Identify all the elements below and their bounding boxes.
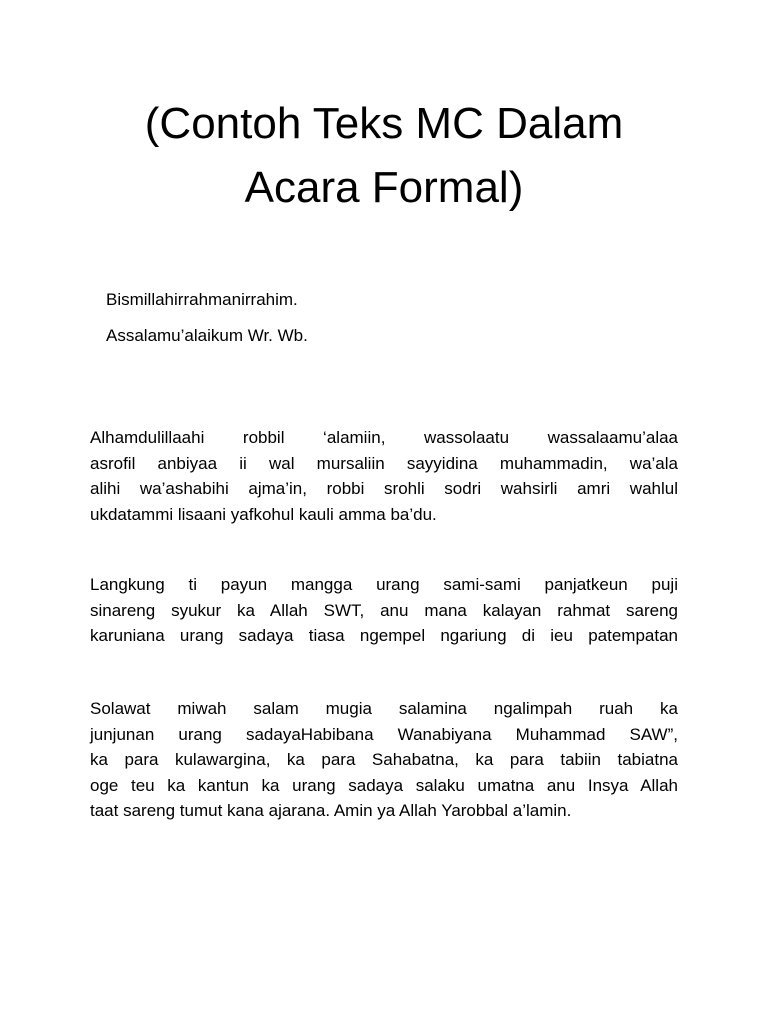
paragraph-line: taat sareng tumut kana ajarana. Amin ya Allah Yarobbal a’lamin. [90, 801, 572, 820]
paragraph-line: Solawat miwah salam mugia salamina ngalimpah ruah ka [90, 699, 678, 718]
paragraph-line: oge teu ka kantun ka urang sadaya salaku umatna anu Insya Allah [90, 775, 678, 795]
paragraph-opening [90, 425, 678, 527]
paragraph-gratitude [90, 572, 678, 649]
page-title [0, 92, 768, 220]
paragraph-line: karuniana urang sadaya tiasa ngempel ngariung di ieu patempatan [90, 626, 678, 645]
greeting-bismillah: Bismillahirrahmanirrahim. [106, 290, 298, 309]
paragraph-line: junjunan urang sadayaHabibana Wanabiyana Muhammad SAW”, [90, 724, 678, 744]
paragraph-line: Langkung ti payun mangga urang sami-sami panjatkeun puji [90, 575, 678, 594]
paragraph-line: alihi wa’ashabihi ajma’in, robbi srohli sodri wahsirli amri wahlul [90, 479, 678, 498]
greeting-salam: Assalamu’alaikum Wr. Wb. [106, 326, 308, 345]
paragraph-line: Alhamdulillaahi robbil ‘alamiin, wassolaatu wassalaamu’alaa [90, 428, 678, 447]
title-line-2: Acara Formal) [244, 163, 524, 212]
paragraph-line: ka para kulawargina, ka para Sahabatna, ka para tabiin tabiatna [90, 750, 678, 769]
paragraph-line: ukdatammi lisaani yafkohul kauli amma ba’du. [90, 504, 437, 524]
paragraph-line: asrofil anbiyaa ii wal mursaliin sayyidina muhammadin, wa’ala [90, 453, 678, 473]
title-line-1: (Contoh Teks MC Dalam [144, 99, 624, 148]
paragraph-solawat [90, 696, 678, 824]
paragraph-line: sinareng syukur ka Allah SWT, anu mana kalayan rahmat sareng [90, 600, 678, 620]
